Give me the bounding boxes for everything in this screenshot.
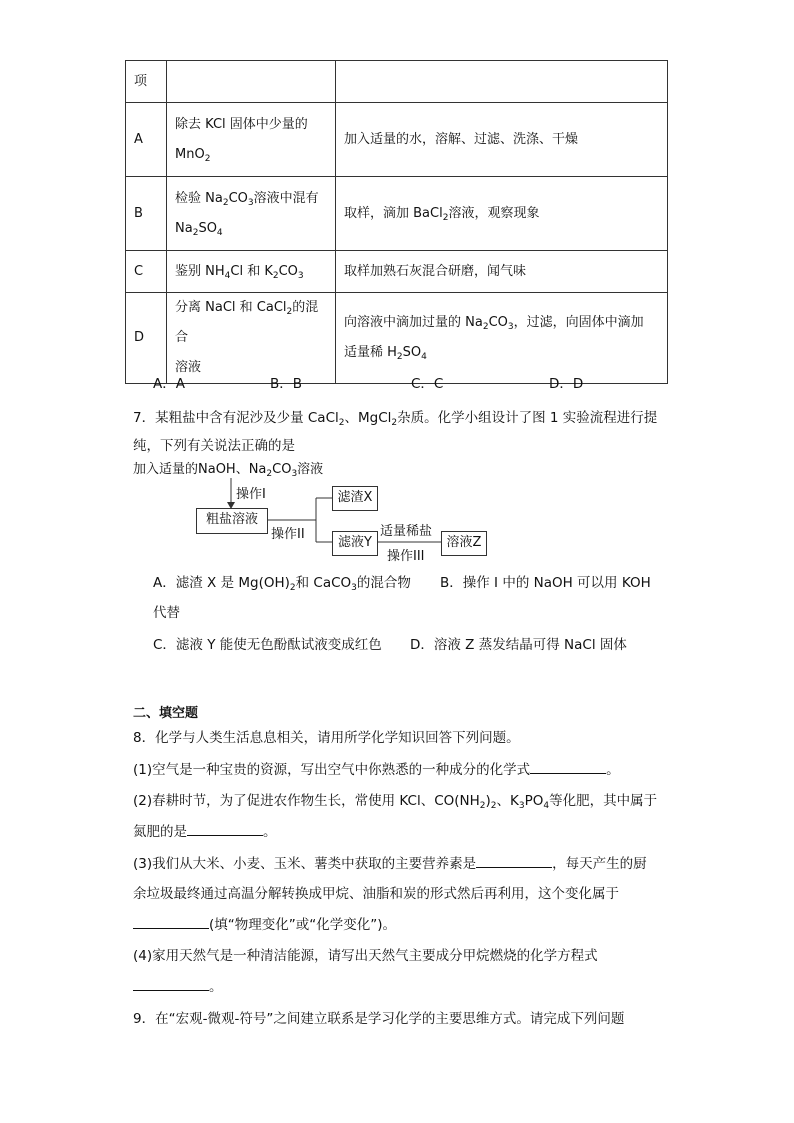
acid-label: 适量稀盐 (380, 524, 433, 539)
solution-z-box: 溶液Z (441, 531, 487, 556)
q7-option-c[interactable]: C．滤液 Y 能使无色酚酞试液变成红色 (153, 637, 382, 653)
answer-blank[interactable] (530, 761, 606, 774)
q7-stem-line2: 纯，下列有关说法正确的是 (133, 438, 295, 454)
op1-label: 操作I (236, 487, 266, 502)
answer-blank[interactable] (476, 855, 552, 868)
purpose-cell: 鉴别 $NH_4Cl$ 和 $K_2CO_3$ (167, 251, 336, 293)
q8-part1: (1)空气是一种宝贵的资源，写出空气中你熟悉的一种成分的化学式 。 (133, 762, 620, 778)
q8-part2-cont: 氮肥的是 。 (133, 824, 277, 840)
method-cell: 加入适量的水，溶解、过滤、洗涤、干燥 (336, 103, 668, 177)
q8-part2: (2)春耕时节，为了促进农作物生长，常使用 KCl、$CO(NH_2)_2$、$K_3PO_4$等化肥，其中属于 (133, 793, 658, 811)
row-id: A (126, 103, 167, 177)
row-id: D (126, 293, 167, 384)
op3-label: 操作III (387, 549, 425, 564)
purpose-cell: 除去 KCl 固体中少量的 MnO$_2$ (167, 103, 336, 177)
q8-part4: (4)家用天然气是一种清洁能源，请写出天然气主要成分甲烷燃烧的化学方程式 (133, 948, 598, 964)
q8-part4-cont: 。 (133, 975, 223, 995)
method-cell: 向溶液中滴加过量的 $Na_2CO_3$，过滤，向固体中滴加 适量稀 $H_2SO_4$ (336, 293, 668, 384)
q6-option-d[interactable]: D．D (549, 376, 584, 392)
op2-label: 操作II (271, 527, 305, 542)
q8-part3: (3)我们从大米、小麦、玉米、薯类中获取的主要营养素是 ，每天产生的厨 (133, 856, 647, 872)
purpose-cell: 分离 NaCl 和 CaCl$_2$的混合 溶液 (167, 293, 336, 384)
q8-part3-line2: 余垃圾最终通过高温分解转换成甲烷、油脂和炭的形式然后再利用，这个变化属于 (133, 886, 619, 902)
q7-option-d[interactable]: D．溶液 Z 蒸发结晶可得 NaCl 固体 (410, 637, 627, 653)
row-id: B (126, 177, 167, 251)
row-id: C (126, 251, 167, 293)
q9-stem: 9．在“宏观-微观-符号”之间建立联系是学习化学的主要思维方式。请完成下列问题 (133, 1011, 625, 1027)
answer-blank[interactable] (133, 978, 209, 991)
q6-option-a[interactable]: A．A (153, 376, 185, 392)
reagent-label: 加入适量的NaOH、$Na_2CO_3$溶液 (133, 462, 324, 479)
q7-option-b[interactable]: B．操作 I 中的 NaOH 可以用 KOH (440, 575, 651, 591)
filtrate-y-box: 滤液Y (332, 531, 378, 556)
q7-option-b-cont: 代替 (153, 605, 180, 621)
answer-blank[interactable] (133, 916, 209, 929)
q7-stem-line1: 7．某粗盐中含有泥沙及少量 CaCl$_2$、MgCl$_2$杂质。化学小组设计了图 1 实验流程进行提 (133, 410, 658, 428)
answer-blank[interactable] (187, 823, 263, 836)
method-cell: 取样加熟石灰混合研磨，闻气味 (336, 251, 668, 293)
q8-part3-line3: (填“物理变化”或“化学变化”)。 (133, 913, 396, 933)
q6-option-c[interactable]: C．C (411, 376, 444, 392)
q6-option-b[interactable]: B．B (270, 376, 303, 392)
residue-x-box: 滤渣X (332, 486, 378, 511)
q8-stem: 8．化学与人类生活息息相关，请用所学化学知识回答下列问题。 (133, 730, 520, 746)
purpose-cell: 检验 $Na_2CO_3$溶液中混有 $Na_2SO_4$ (167, 177, 336, 251)
section-heading: 二、填空题 (133, 706, 199, 721)
row-id: 项 (126, 61, 167, 103)
crude-salt-box: 粗盐溶液 (196, 508, 268, 534)
q7-option-a[interactable]: A．滤渣 X 是 $Mg(OH)_2$和 CaCO$_3$的混合物 (153, 575, 411, 593)
method-cell: 取样，滴加 BaCl$_2$溶液，观察现象 (336, 177, 668, 251)
